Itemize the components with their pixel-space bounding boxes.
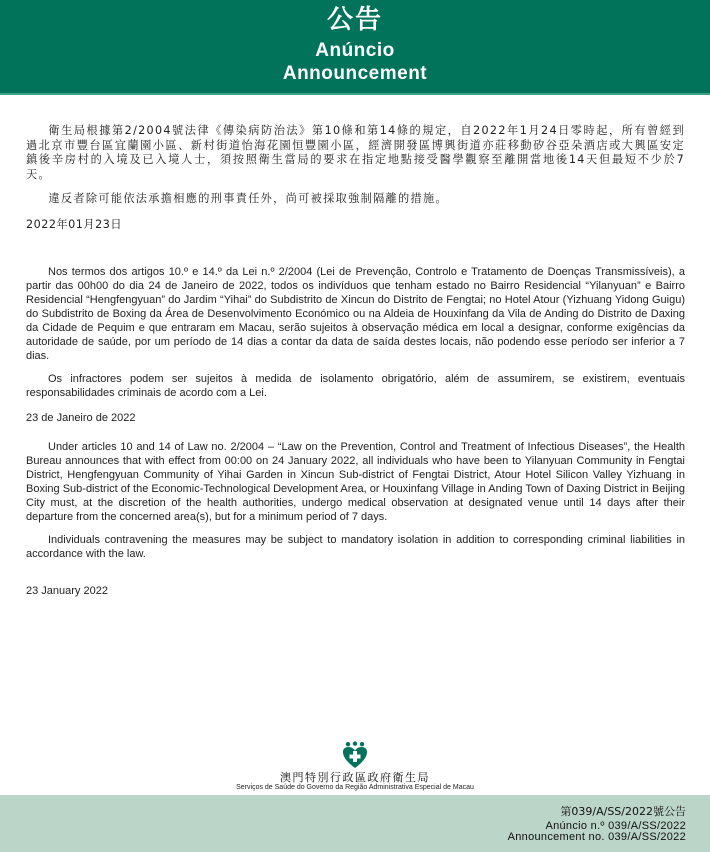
title-portuguese: Anúncio	[315, 40, 395, 61]
reference-number-portuguese: Anúncio n.º 039/A/SS/2022	[545, 820, 686, 832]
health-bureau-logo	[0, 741, 710, 792]
portuguese-section	[26, 265, 685, 425]
english-paragraph-1: Under articles 10 and 14 of Law no. 2/2004 – “Law on the Prevention, Control and Treatment of Infectious Diseases”, the Health Bureau announces that with effect from 00:00 on 24 January 2022, all individuals who have been to Yilanyuan Community in Fengtai District, Hengfengyuan Community of Yihai Garden in Xincun Sub-district of Fengtai District, Atour Hotel Silicon Valley Yizhuang in Boxing Sub-district of the Economic-Technological Development Area, or Houxinfang Village in Anding Town of Daxing District in Beijing City must, at the discretion of the health authorities, undergo medical observation at designated venue until 14 days after their departure from the concerned area(s), but for a minimum period of 7 days.	[26, 441, 685, 523]
title-english: Announcement	[282, 63, 428, 84]
announcement-header	[0, 0, 710, 95]
portuguese-paragraph-1: Nos termos dos artigos 10.º e 14.º da Lei n.º 2/2004 (Lei de Prevenção, Controlo e Tratamento de Doenças Transmissíveis), a partir das 00h00 do dia 24 de Janeiro de 2022, todos os indivíduos que tenham estado no Bairro Residencial “Yilanyuan” e Bairro Residencial “Hengfengyuan” do Jardim “Yihai” do Subdistrito de Xincun do Distrito de Fengtai; no Hotel Atour (Yizhuang Yidong Guigu) do Subdistrito de Boxing da Área de Desenvolvimento Económico ou na Aldeia de Houxinfang da Vila de Anding do Distrito de Daxing da Cidade de Pequim e que entraram em Macau, serão sujeitos à observação médica em local a designar, conforme exigências da autoridade de saúde, por um período de 14 dias a contar da data de saída destes locais, não podendo esse período ser inferior a 7 dias.	[26, 266, 685, 362]
chinese-date: 2022年01月23日	[26, 217, 123, 231]
english-date: 23 January 2022	[26, 585, 108, 597]
chinese-paragraph-1: 衛生局根據第2/2004號法律《傳染病防治法》第10條和第14條的規定，自2022年1月24日零時起，所有曾經到過北京市豐台區宜蘭園小區、新村街道怡海花園恒豐園小區，經濟開發區博興街道亦莊移動矽谷亞朵酒店或大興區安定鎮後辛房村的入境及已入境人士，須按照衛生當局的要求在指定地點接受醫學觀察至離開當地後14天但最短不少於7天。	[26, 124, 685, 181]
organization-name-chinese: 澳門特別行政區政府衛生局	[280, 771, 430, 784]
english-paragraph-2: Individuals contravening the measures may be subject to mandatory isolation in addition to corresponding criminal liabilities in accordance with the law.	[26, 534, 685, 560]
chinese-section	[26, 124, 685, 232]
reference-number-english: Announcement no. 039/A/SS/2022	[507, 831, 686, 843]
footer-reference-band	[0, 795, 710, 852]
reference-number-chinese: 第039/A/SS/2022號公告	[560, 805, 686, 818]
chinese-paragraph-2: 違反者除可能依法承擔相應的刑事責任外，尚可被採取強制隔離的措施。	[48, 192, 448, 205]
english-section	[26, 440, 685, 598]
health-bureau-heart-cross-icon	[342, 741, 368, 769]
organization-name-portuguese: Serviços de Saúde do Governo da Região Administrativa Especial de Macau	[236, 784, 474, 791]
portuguese-paragraph-2: Os infractores podem ser sujeitos à medida de isolamento obrigatório, além de assumirem, se existirem, eventuais responsabilidades criminais de acordo com a Lei.	[26, 373, 685, 399]
portuguese-date: 23 de Janeiro de 2022	[26, 412, 136, 424]
title-chinese: 公告	[326, 5, 383, 35]
